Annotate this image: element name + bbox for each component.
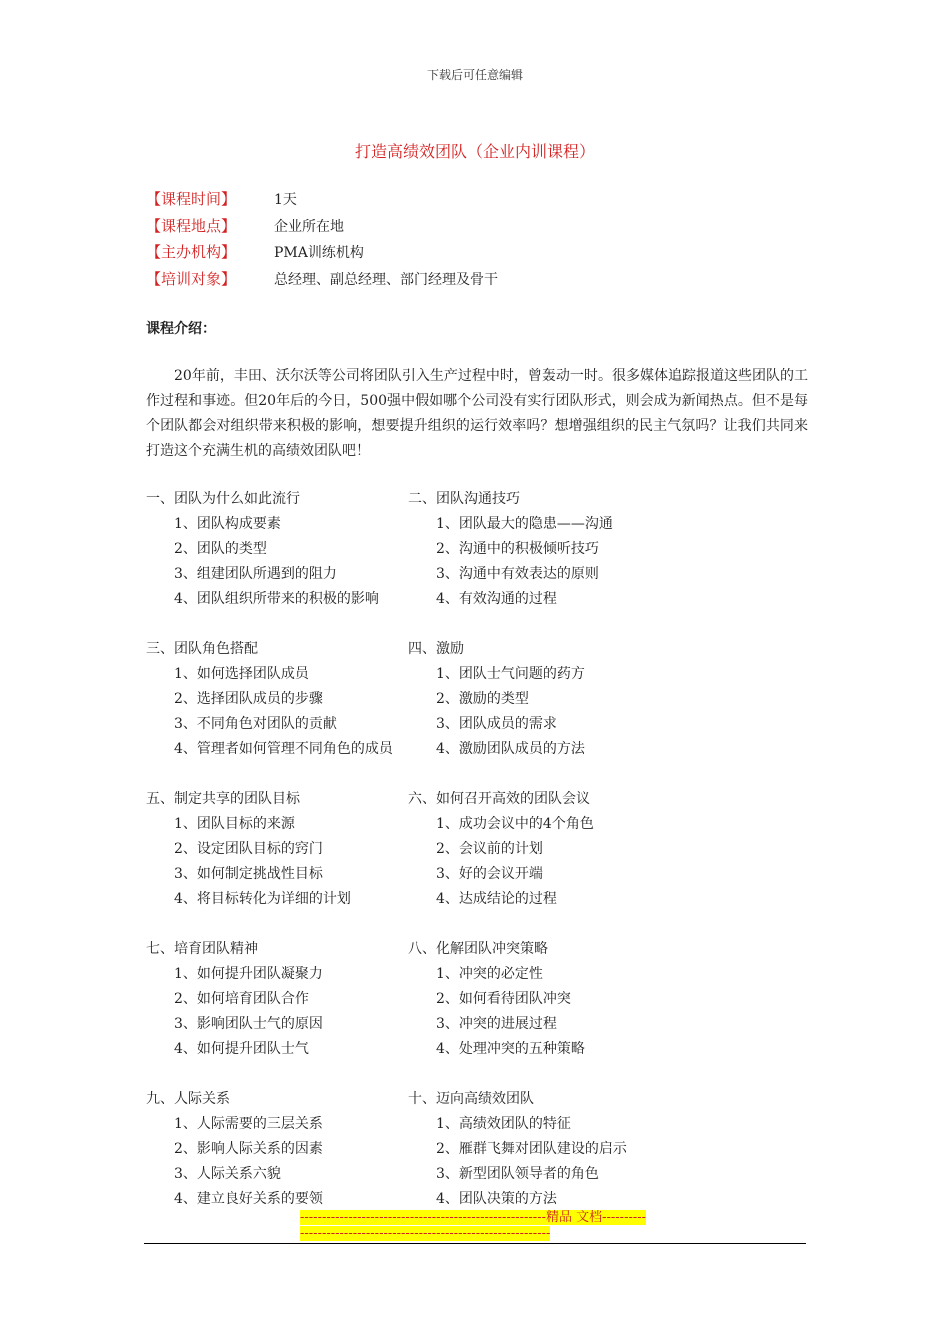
section-title: 十、迈向高绩效团队 — [408, 1091, 534, 1107]
outline-row — [146, 937, 806, 1087]
bottom-divider — [144, 1243, 806, 1244]
outline-section — [146, 637, 408, 787]
info-label: 【培训对象】 — [146, 269, 237, 288]
info-label: 【课程地点】 — [146, 216, 237, 235]
outline-row — [146, 487, 806, 637]
section-title: 七、培育团队精神 — [146, 941, 258, 957]
section-item: 2、会议前的计划 — [436, 841, 543, 857]
section-item: 2、沟通中的积极倾听技巧 — [436, 541, 599, 557]
section-item: 3、好的会议开端 — [436, 866, 543, 882]
section-item: 3、团队成员的需求 — [436, 716, 557, 732]
section-item: 4、达成结论的过程 — [436, 891, 557, 907]
section-item: 1、高绩效团队的特征 — [436, 1116, 571, 1132]
section-item: 2、激励的类型 — [436, 691, 529, 707]
section-item: 2、如何培育团队合作 — [174, 991, 309, 1007]
outline-row — [146, 637, 806, 787]
outline-row — [146, 787, 806, 937]
section-item: 1、如何提升团队凝聚力 — [174, 966, 323, 982]
section-item: 4、建立良好关系的要领 — [174, 1191, 323, 1207]
section-item: 1、人际需要的三层关系 — [174, 1116, 323, 1132]
section-item: 2、雁群飞舞对团队建设的启示 — [436, 1141, 627, 1157]
info-value: PMA训练机构 — [274, 245, 364, 261]
info-row-audience — [146, 268, 498, 295]
section-item: 4、激励团队成员的方法 — [436, 741, 585, 757]
outline-section — [408, 937, 806, 1087]
section-title: 九、人际关系 — [146, 1091, 230, 1107]
section-item: 1、如何选择团队成员 — [174, 666, 309, 682]
section-item: 3、冲突的进展过程 — [436, 1016, 557, 1032]
outline-section — [408, 787, 806, 937]
section-title: 六、如何召开高效的团队会议 — [408, 791, 590, 807]
section-item: 4、如何提升团队士气 — [174, 1041, 309, 1057]
section-item: 1、团队构成要素 — [174, 516, 281, 532]
info-row-location — [146, 215, 498, 242]
section-item: 1、冲突的必定性 — [436, 966, 543, 982]
info-label: 【课程时间】 — [146, 190, 237, 208]
section-item: 3、新型团队领导者的角色 — [436, 1166, 599, 1182]
section-title: 一、团队为什么如此流行 — [146, 491, 300, 507]
course-info — [146, 188, 498, 294]
section-title: 四、激励 — [408, 641, 464, 657]
intro-heading: 课程介绍： — [146, 321, 216, 337]
section-item: 3、不同角色对团队的贡献 — [174, 716, 337, 732]
section-title: 二、团队沟通技巧 — [408, 491, 520, 507]
section-item: 4、处理冲突的五种策略 — [436, 1041, 585, 1057]
section-item: 3、如何制定挑战性目标 — [174, 866, 323, 882]
section-item: 1、团队目标的来源 — [174, 816, 295, 832]
info-label: 【主办机构】 — [146, 243, 237, 261]
section-item: 3、组建团队所遇到的阻力 — [174, 566, 337, 582]
section-item: 4、有效沟通的过程 — [436, 591, 557, 607]
outline-section — [408, 637, 806, 787]
info-value: 企业所在地 — [274, 218, 344, 235]
section-item: 2、如何看待团队冲突 — [436, 991, 571, 1007]
info-row-time — [146, 188, 498, 215]
intro-paragraph: 20年前，丰田、沃尔沃等公司将团队引入生产过程中时，曾轰动一时。很多媒体追踪报道这些团队的工作过程和事迹。但20年后的今日，500强中假如哪个公司没有实行团队形式，则会成为新闻热点。但不是每个团队都会对组织带来积极的影响，想要提升组织的运行效率吗？想增强组织的民主气氛吗？让我们共同来打造这个充满生机的高绩效团队吧！ — [146, 368, 808, 459]
section-item: 4、将目标转化为详细的计划 — [174, 891, 351, 907]
section-item: 4、团队组织所带来的积极的影响 — [174, 591, 379, 607]
section-item: 1、团队最大的隐患——沟通 — [436, 516, 613, 532]
outline-section — [408, 487, 806, 637]
course-title: 打造高绩效团队（企业内训课程） — [354, 142, 595, 161]
section-item: 1、团队士气问题的药方 — [436, 666, 585, 682]
section-item: 1、成功会议中的4个角色 — [436, 816, 594, 832]
outline-section — [146, 487, 408, 637]
section-item: 2、设定团队目标的窍门 — [174, 841, 323, 857]
section-item: 4、管理者如何管理不同角色的成员 — [174, 741, 393, 757]
section-item: 3、影响团队士气的原因 — [174, 1016, 323, 1032]
section-item: 2、影响人际关系的因素 — [174, 1141, 323, 1157]
section-item: 4、团队决策的方法 — [436, 1191, 557, 1207]
footer-text: --------------------------------------------------------精品 文档------------------------------------------------------------------- — [300, 1210, 647, 1241]
course-outline — [146, 487, 806, 1237]
outline-section — [146, 937, 408, 1087]
footer-watermark — [300, 1210, 650, 1242]
info-row-organizer — [146, 241, 498, 268]
section-item: 2、团队的类型 — [174, 541, 267, 557]
outline-section — [146, 787, 408, 937]
info-value: 1天 — [274, 192, 297, 208]
section-title: 三、团队角色搭配 — [146, 641, 258, 657]
section-title: 八、化解团队冲突策略 — [408, 941, 548, 957]
section-item: 2、选择团队成员的步骤 — [174, 691, 323, 707]
info-value: 总经理、副总经理、部门经理及骨干 — [274, 271, 498, 288]
section-item: 3、人际关系六貌 — [174, 1166, 281, 1182]
header-note: 下载后可任意编辑 — [426, 68, 523, 82]
section-title: 五、制定共享的团队目标 — [146, 791, 300, 807]
section-item: 3、沟通中有效表达的原则 — [436, 566, 599, 582]
